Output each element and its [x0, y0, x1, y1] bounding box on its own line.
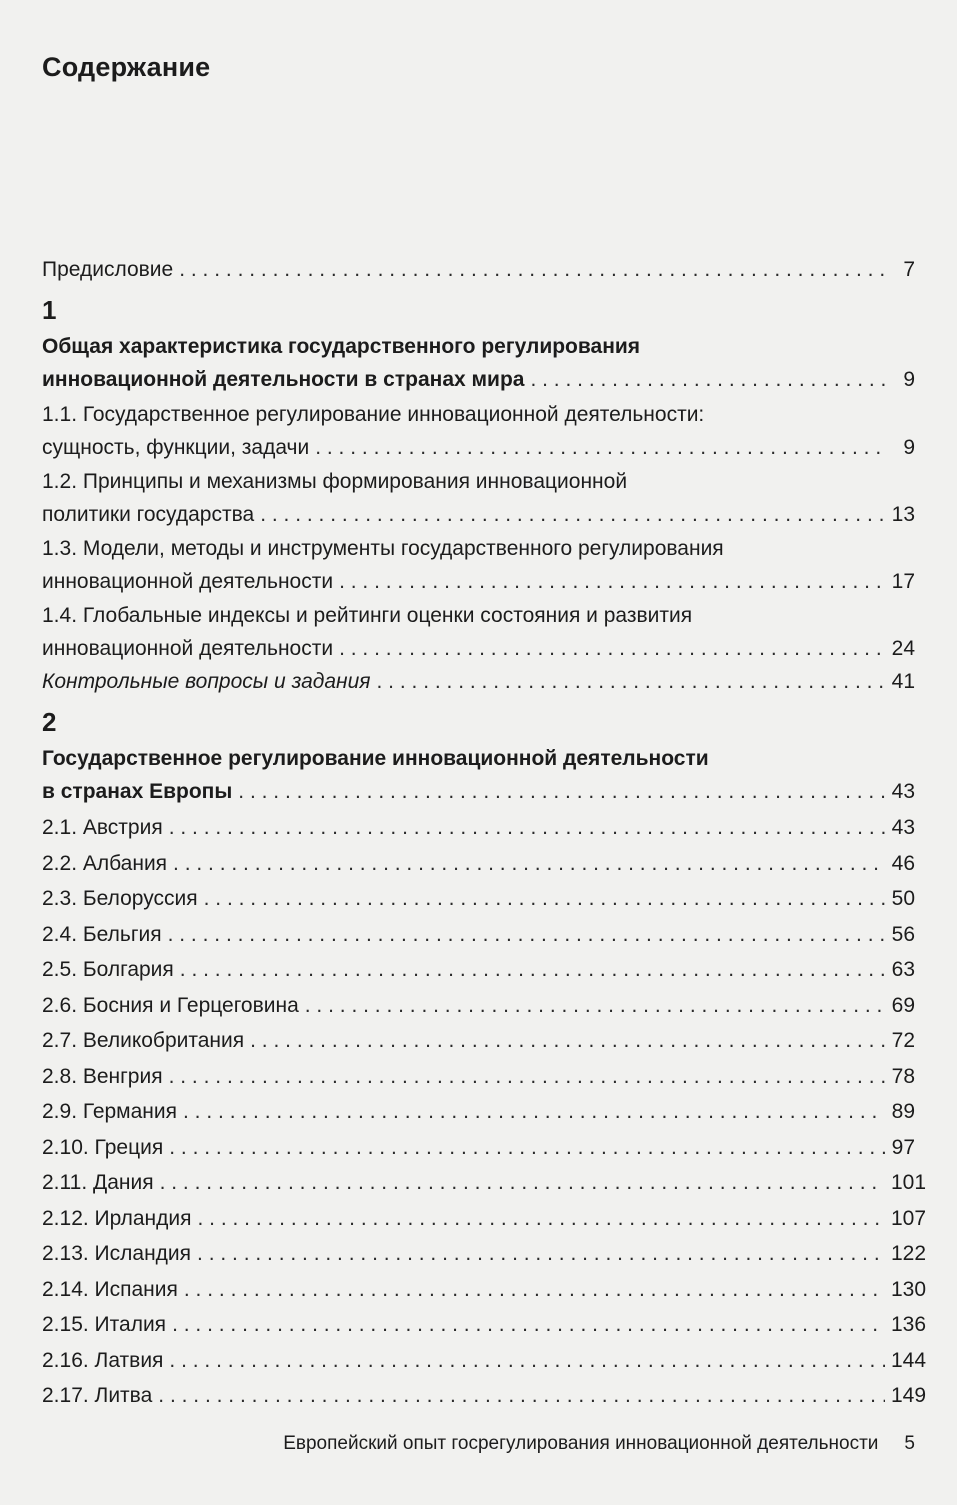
toc-entry-label: 2.15. Италия [42, 1313, 167, 1336]
footer-book-title: Европейский опыт госрегулирования инновационной деятельности [283, 1433, 879, 1454]
section-line1: 1.3. Модели, методы и инструменты государственного регулирования [42, 537, 724, 560]
toc-chapter-1[interactable] [42, 330, 915, 396]
toc-entry-label: 2.8. Венгрия [42, 1064, 163, 1088]
leader-dots [184, 1273, 885, 1306]
toc-page-number: 43 [891, 780, 915, 803]
toc-section[interactable] [42, 1166, 927, 1202]
section-line2: инновационной деятельности [42, 570, 334, 593]
leader-dots [172, 1308, 885, 1341]
leader-dots [197, 1237, 885, 1270]
toc-page-number: 24 [891, 637, 915, 660]
toc-page-number: 149 [891, 1384, 927, 1407]
toc-entry-label: 2.4. Бельгия [42, 922, 162, 946]
toc-section[interactable] [42, 1344, 927, 1380]
leader-dots [238, 775, 885, 808]
toc-page [42, 0, 927, 1505]
section-line2: политики государства [42, 503, 255, 526]
chapter-number: 2 [42, 707, 57, 737]
toc-entry-label: Контрольные вопросы и задания [42, 670, 371, 693]
toc-page-number: 101 [891, 1171, 927, 1194]
toc-page-number: 7 [903, 258, 915, 281]
toc-section[interactable] [42, 1237, 927, 1273]
leader-dots [197, 1202, 885, 1235]
toc-section[interactable] [42, 1308, 927, 1344]
toc-entry-label: 2.10. Греция [42, 1135, 164, 1159]
leader-dots [260, 498, 885, 531]
leader-dots [204, 882, 885, 915]
toc-entry-label: 2.2. Албания [42, 851, 168, 875]
chapter-title-line2: в странах Европы [42, 780, 233, 803]
chapter-title-line1: Общая характеристика государственного регулирования [42, 335, 641, 358]
toc-entry-label: 2.12. Ирландия [42, 1206, 192, 1230]
toc-chapter-2[interactable] [42, 742, 915, 808]
leader-dots [180, 953, 885, 986]
toc-section-1-1[interactable] [42, 398, 915, 464]
toc-page-number: 69 [891, 993, 915, 1017]
leader-dots [530, 363, 885, 396]
section-line2: сущность, функции, задачи [42, 436, 310, 459]
leader-dots [169, 811, 885, 844]
toc-entry-label: 2.6. Босния и Герцеговина [42, 993, 299, 1017]
toc-page-number: 122 [891, 1242, 927, 1265]
toc-page-number: 46 [891, 851, 915, 875]
toc-section[interactable] [42, 1131, 915, 1167]
page-footer [283, 1433, 915, 1455]
leader-dots [339, 565, 885, 598]
toc-section[interactable] [42, 953, 915, 989]
toc-section[interactable] [42, 1095, 915, 1131]
toc-questions-1[interactable] [42, 665, 915, 698]
leader-dots [169, 1131, 885, 1164]
leader-dots [169, 1344, 885, 1377]
toc-entry-label: 2.11. Дания [42, 1171, 154, 1194]
leader-dots [168, 918, 885, 951]
chapter-title-line2: инновационной деятельности в странах мира [42, 368, 525, 391]
toc-page-number: 136 [891, 1313, 927, 1336]
toc-page-number: 41 [891, 670, 915, 693]
leader-dots [158, 1379, 885, 1412]
toc-section[interactable] [42, 1202, 927, 1238]
section-line1: 1.4. Глобальные индексы и рейтинги оценки состояния и развития [42, 604, 693, 627]
toc-section[interactable] [42, 989, 915, 1025]
toc-chapter-2-sections [42, 811, 927, 1415]
section-line1: 1.1. Государственное регулирование инновационной деятельности: [42, 403, 705, 426]
page-title: Содержание [42, 52, 211, 82]
toc-entry-label: 2.14. Испания [42, 1277, 178, 1301]
toc-entry-label: 2.9. Германия [42, 1100, 178, 1123]
leader-dots [339, 632, 885, 665]
toc-section[interactable] [42, 882, 915, 918]
toc-section-1-2[interactable] [42, 465, 915, 531]
toc-page-number: 9 [903, 436, 915, 459]
toc-entry-preface[interactable] [42, 253, 915, 286]
toc-entry-label: 2.7. Великобритания [42, 1029, 245, 1052]
toc-section[interactable] [42, 811, 915, 847]
toc-entry-label: 2.5. Болгария [42, 958, 174, 981]
toc-entry-label: Предисловие [42, 258, 174, 281]
toc-page-number: 43 [891, 816, 915, 839]
toc-entry-label: 2.16. Латвия [42, 1348, 164, 1372]
toc-page-number: 72 [891, 1029, 915, 1052]
toc-page-number: 97 [891, 1135, 915, 1159]
toc-page-number: 17 [891, 570, 915, 593]
toc-page-number: 50 [891, 887, 915, 910]
toc-page-number: 63 [891, 958, 915, 981]
toc-page-number: 130 [891, 1277, 927, 1301]
leader-dots [169, 1060, 885, 1093]
toc-section[interactable] [42, 1060, 915, 1096]
section-line1: 1.2. Принципы и механизмы формирования инновационной [42, 470, 628, 493]
leader-dots [173, 847, 885, 880]
section-line2: инновационной деятельности [42, 637, 334, 660]
toc-page-number: 13 [891, 503, 915, 526]
leader-dots [183, 1095, 885, 1128]
leader-dots [160, 1166, 885, 1199]
chapter-title-line1: Государственное регулирование инновационной деятельности [42, 747, 709, 770]
footer-page-number: 5 [904, 1433, 915, 1454]
toc-section[interactable] [42, 1379, 927, 1415]
leader-dots [179, 253, 885, 286]
leader-dots [377, 665, 885, 698]
toc-page-number: 9 [903, 368, 915, 391]
toc-page-number: 56 [891, 922, 915, 946]
toc-section[interactable] [42, 918, 915, 954]
toc-section[interactable] [42, 1273, 927, 1309]
chapter-number: 1 [42, 295, 57, 325]
toc-entry-label: 2.13. Исландия [42, 1242, 192, 1265]
toc-page-number: 144 [891, 1348, 927, 1372]
toc-section[interactable] [42, 847, 915, 883]
leader-dots [315, 431, 885, 464]
toc-page-number: 107 [891, 1206, 927, 1230]
toc-section-1-4[interactable] [42, 599, 915, 665]
toc-section[interactable] [42, 1024, 915, 1060]
toc-page-number: 78 [891, 1064, 915, 1088]
toc-entry-label: 2.1. Австрия [42, 816, 163, 839]
toc-entry-label: 2.3. Белоруссия [42, 887, 198, 910]
toc-section-1-3[interactable] [42, 532, 915, 598]
leader-dots [250, 1024, 885, 1057]
leader-dots [305, 989, 885, 1022]
toc-entry-label: 2.17. Литва [42, 1384, 153, 1407]
toc-page-number: 89 [891, 1100, 915, 1123]
